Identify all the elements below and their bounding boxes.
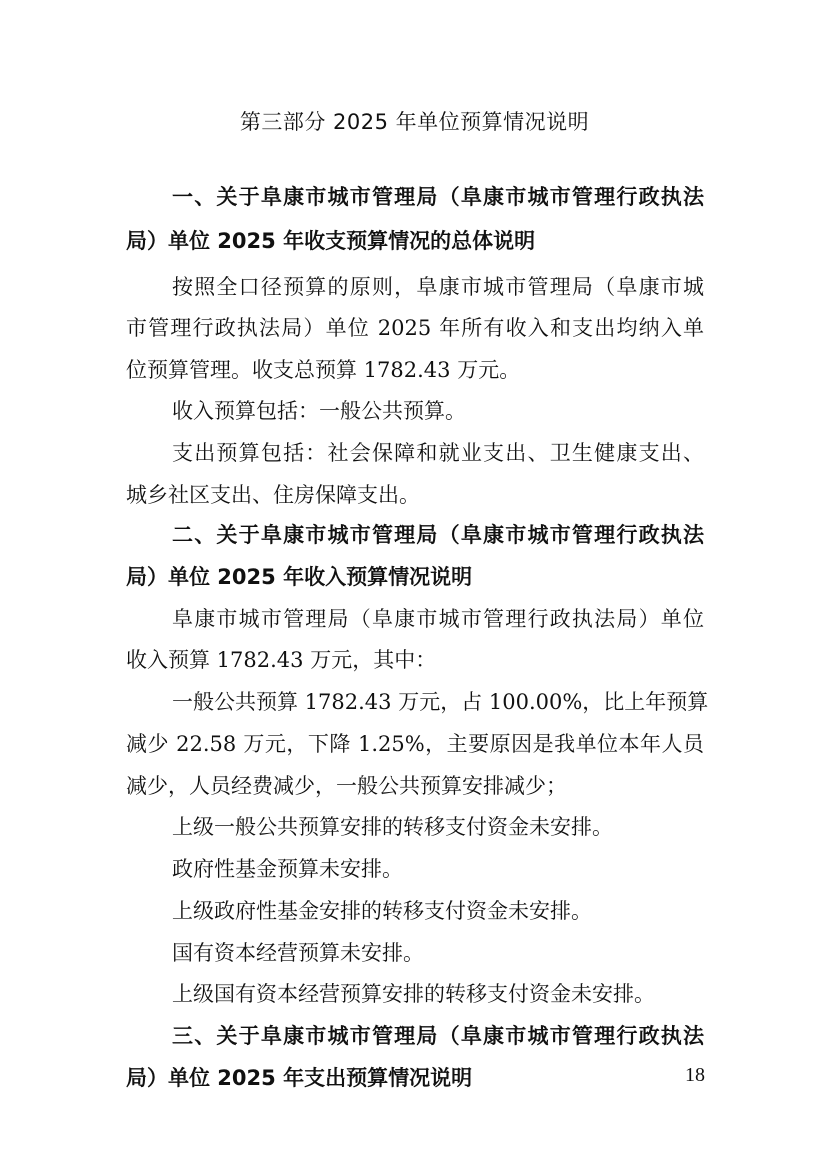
- paragraph-line: 市管理行政执法局）单位 2025 年所有收入和支出均纳入单: [126, 316, 704, 340]
- section-3-heading-line-1: 三、关于阜康市城市管理局（阜康市城市管理行政执法: [172, 1024, 704, 1048]
- section-2-heading-line-2: 局）单位 2025 年收入预算情况说明: [126, 565, 473, 589]
- section-1-heading-line-2: 局）单位 2025 年收支预算情况的总体说明: [126, 229, 536, 253]
- paragraph-line: 收入预算包括：一般公共预算。: [172, 399, 466, 423]
- section-1-heading-line-1: 一、关于阜康市城市管理局（阜康市城市管理行政执法: [172, 185, 704, 209]
- paragraph-line: 城乡社区支出、住房保障支出。: [126, 483, 420, 507]
- paragraph-line: 按照全口径预算的原则，阜康市城市管理局（阜康市城: [172, 275, 704, 299]
- paragraph-line: 位预算管理。收支总预算 1782.43 万元。: [126, 358, 521, 382]
- paragraph-line: 上级国有资本经营预算安排的转移支付资金未安排。: [172, 982, 655, 1006]
- section-3-heading-line-2: 局）单位 2025 年支出预算情况说明: [126, 1066, 473, 1090]
- page-number: 18: [685, 1064, 705, 1086]
- section-2-heading-line-1: 二、关于阜康市城市管理局（阜康市城市管理行政执法: [172, 523, 704, 547]
- paragraph-line: 国有资本经营预算未安排。: [172, 941, 424, 965]
- paragraph-line: 减少 22.58 万元，下降 1.25%，主要原因是我单位本年人员: [126, 732, 704, 756]
- paragraph-line: 上级政府性基金安排的转移支付资金未安排。: [172, 899, 592, 923]
- page-title: 第三部分 2025 年单位预算情况说明: [239, 110, 590, 134]
- paragraph-line: 收入预算 1782.43 万元，其中：: [126, 648, 437, 672]
- paragraph-line: 一般公共预算 1782.43 万元，占 100.00%，比上年预算: [172, 690, 709, 714]
- paragraph-line: 减少，人员经费减少，一般公共预算安排减少；: [126, 774, 567, 798]
- paragraph-line: 支出预算包括：社会保障和就业支出、卫生健康支出、: [172, 441, 704, 465]
- paragraph-line: 阜康市城市管理局（阜康市城市管理行政执法局）单位: [172, 607, 704, 631]
- paragraph-line: 上级一般公共预算安排的转移支付资金未安排。: [172, 815, 613, 839]
- paragraph-line: 政府性基金预算未安排。: [172, 857, 403, 881]
